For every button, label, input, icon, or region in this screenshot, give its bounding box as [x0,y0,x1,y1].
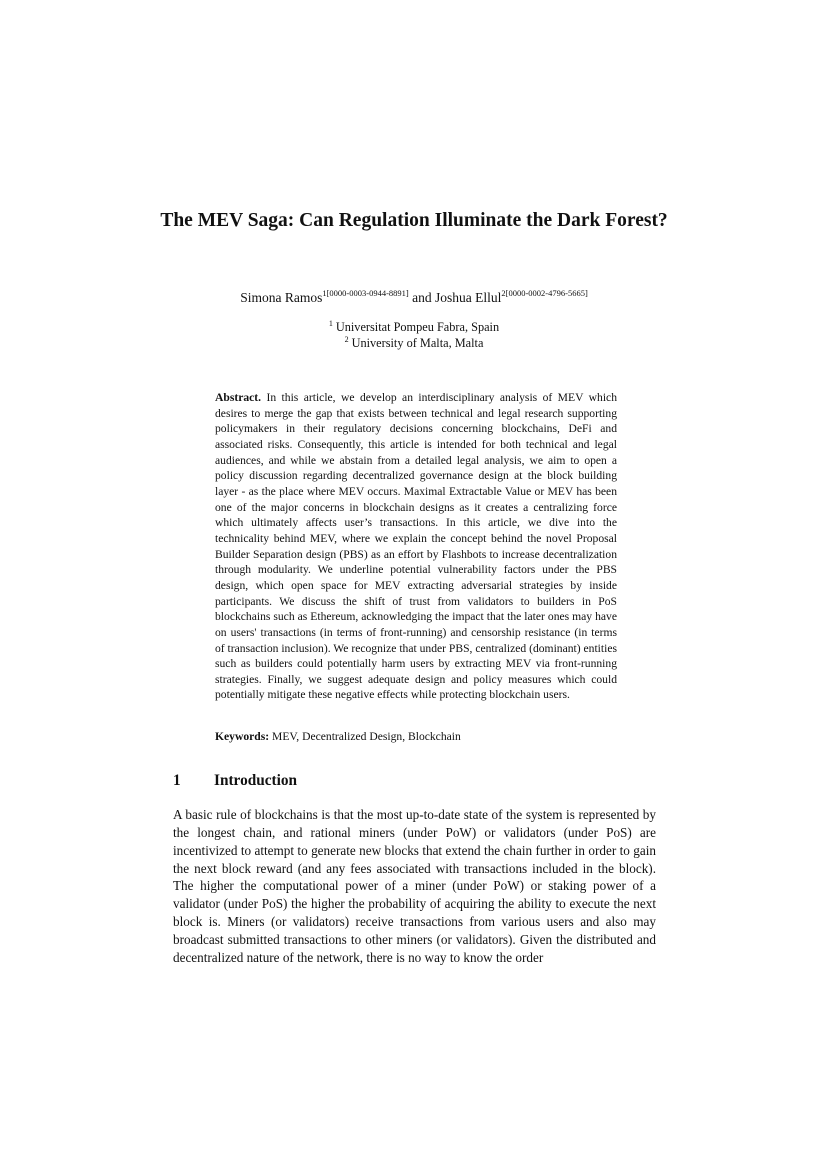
keywords-label: Keywords: [215,730,270,743]
author-name-2: Joshua Ellul [435,290,502,305]
abstract-label: Abstract. [215,391,262,404]
section-number: 1 [173,772,181,789]
author-name-1: Simona Ramos [240,290,323,305]
abstract [215,390,617,703]
keywords-text: MEV, Decentralized Design, Blockchain [272,730,461,743]
affiliation-2 [210,335,618,351]
affiliation-marker-1: 1 [328,319,333,328]
affiliation-text-2: University of Malta, Malta [351,336,484,350]
body-paragraph: A basic rule of blockchains is that the most up-to-date state of the system is represented by the longest chain, and rational miners (under PoW) or validators (under PoS) are incentivized to attempt to generate new blocks that extend the chain further in order to gain the next block reward (and any fees associated with transactions included in the block). The higher the computational power of a miner (under PoW) or staking power of a validator (under PoS) the higher the probability of acquiring the ability to execute the next block is. Miners (or validators) receive transactions from various users and also may broadcast submitted transactions to other miners (or validators). Given the distributed and decentralized nature of the network, there is no way to know the order [173,807,656,965]
author-conjunction: and [408,290,435,305]
keywords [215,729,617,745]
author-orcid-2: 2[0000-0002-4796-5665] [501,288,588,298]
author-line [140,289,688,307]
abstract-text: In this article, we develop an interdisciplinary analysis of MEV which desires to merge the gap that exists between technical and legal research supporting policymakers in their regulatory decisions concerning blockchains, DeFi and associated risks. Consequently, this article is intended for both technical and legal audiences, and while we abstain from a detailed legal analysis, we aim to open a policy discussion regarding decentralized governance design at the block building layer - as the place where MEV occurs. Maximal Extractable Value or MEV has been one of the major concerns in blockchain designs as it creates a centralizing force which ultimately affects user’s transactions. In this article, we dive into the technicality behind MEV, where we explain the concept behind the novel Proposal Builder Separation design (PBS) as an effort by Flashbots to increase decentralization through modularity. We underline potential vulnerability factors under the PBS design, which open space for MEV extracting adversarial strategies by inside participants. We discuss the shift of trust from validators to builders in PoS blockchains such as Ethereum, acknowledging the impact that the later ones may have on users' transactions (in terms of front-running) and censorship resistance (in terms of transaction inclusion). We recognize that under PBS, centralized (dominant) entities such as builders could potentially harm users by extracting MEV via front-running strategies. Finally, we suggest adequate design and policy measures which could potentially mitigate these negative effects while protecting blockchain users. [215,391,617,702]
affiliation-1 [210,319,618,335]
affiliation-marker-2: 2 [344,335,349,344]
affiliations [210,319,618,351]
section-heading [173,771,653,791]
paper-title: The MEV Saga: Can Regulation Illuminate the Dark Forest? [160,210,668,231]
affiliation-text-1: Universitat Pompeu Fabra, Spain [335,320,500,334]
section-title: Introduction [214,772,298,789]
author-orcid-1: 1[0000-0003-0944-8891] [322,288,409,298]
